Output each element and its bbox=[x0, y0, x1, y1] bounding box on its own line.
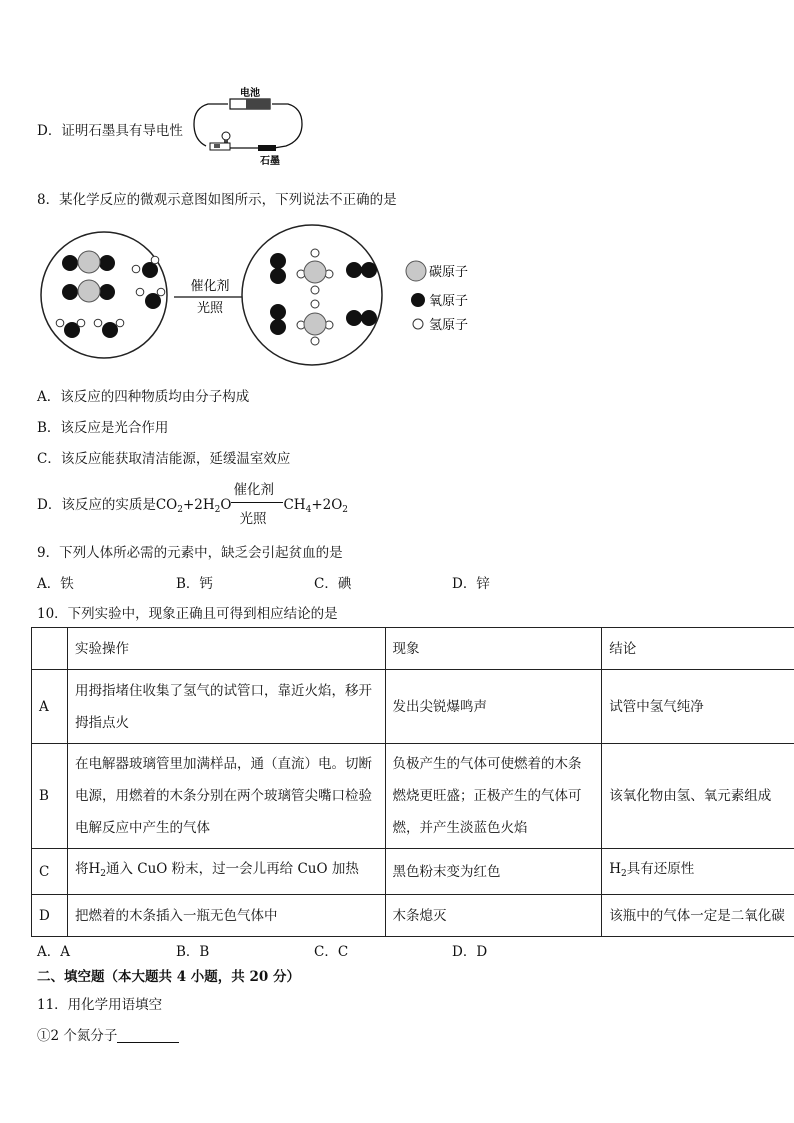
row-conclusion: 试管中氢气纯净 bbox=[602, 670, 794, 744]
table-row bbox=[32, 670, 794, 744]
q9-option-d: D．锌 bbox=[452, 576, 490, 592]
battery-label: 电池 bbox=[240, 88, 260, 99]
q9-option-a: A．铁 bbox=[37, 576, 74, 592]
row-label: C bbox=[32, 849, 68, 895]
table-header-cell: 结论 bbox=[602, 628, 794, 670]
row-conclusion: $H_2$具有还原性 bbox=[602, 849, 794, 895]
q11-item-1: ①2 个氮分子 bbox=[37, 1024, 179, 1044]
legend-carbon: 碳原子 bbox=[429, 265, 469, 280]
graphite-rod-icon bbox=[258, 145, 276, 151]
q8-option-d: D．该反应的实质是$CO_2+2H_2O$ 催化剂 光照 $CH_4+2O_2$ bbox=[37, 482, 349, 527]
row-label: D bbox=[32, 895, 68, 937]
section-title: 二、填空题（本大题共 4 小题，共 20 分） bbox=[37, 969, 300, 985]
row-phenomenon: 发出尖锐爆鸣声 bbox=[385, 670, 602, 744]
table-header-cell bbox=[32, 628, 68, 670]
arrow-label-light: 光照 bbox=[196, 301, 224, 316]
circuit-diagram bbox=[188, 86, 308, 168]
legend bbox=[406, 261, 468, 333]
q8-option-c: C．该反应能获取清洁能源，延缓温室效应 bbox=[37, 451, 291, 467]
bulb-icon bbox=[210, 132, 230, 150]
table-header-cell: 实验操作 bbox=[67, 628, 385, 670]
row-operation: 在电解器玻璃管里加满样品，通（直流）电。切断电源，用燃着的木条分别在两个玻璃管尖嘴口检验电解反应中产生的气体 bbox=[67, 744, 385, 849]
legend-oxygen: 氧原子 bbox=[429, 294, 469, 309]
table-row bbox=[32, 744, 794, 849]
circuit-wire bbox=[272, 104, 302, 148]
q11-stem: 11．用化学用语填空 bbox=[37, 997, 163, 1013]
circuit-wire bbox=[194, 104, 228, 146]
graphite-label: 石墨 bbox=[260, 156, 280, 167]
q8-option-b: B．该反应是光合作用 bbox=[37, 420, 169, 436]
q9-option-b: B．钙 bbox=[176, 576, 213, 592]
q9-option-c: C．碘 bbox=[314, 576, 352, 592]
table-row bbox=[32, 895, 794, 937]
row-label: B bbox=[32, 744, 68, 849]
row-operation: 把燃着的木条插入一瓶无色气体中 bbox=[67, 895, 385, 937]
reaction-micro-diagram bbox=[38, 220, 478, 370]
q7-option-d: D．证明石墨具有导电性 bbox=[37, 123, 183, 139]
q9-stem: 9．下列人体所必需的元素中，缺乏会引起贫血的是 bbox=[37, 545, 343, 561]
row-label: A bbox=[32, 670, 68, 744]
row-phenomenon: 负极产生的气体可使燃着的木条燃烧更旺盛；正极产生的气体可燃，并产生淡蓝色火焰 bbox=[385, 744, 602, 849]
row-operation: 用拇指堵住收集了氢气的试管口，靠近火焰，移开拇指点火 bbox=[67, 670, 385, 744]
table-header-row bbox=[32, 628, 794, 670]
legend-hydrogen: 氢原子 bbox=[429, 318, 469, 333]
q10-option-a: A．A bbox=[37, 944, 70, 960]
q8-stem: 8．某化学反应的微观示意图如图所示，下列说法不正确的是 bbox=[37, 192, 397, 208]
answer-blank[interactable] bbox=[117, 1028, 179, 1043]
q10-stem: 10．下列实验中，现象正确且可得到相应结论的是 bbox=[37, 606, 338, 622]
q10-option-b: B．B bbox=[176, 944, 210, 960]
row-conclusion: 该氧化物由氢、氧元素组成 bbox=[602, 744, 794, 849]
q10-option-d: D．D bbox=[452, 944, 488, 960]
row-phenomenon: 黑色粉末变为红色 bbox=[385, 849, 602, 895]
q9-options bbox=[37, 572, 597, 592]
table-row bbox=[32, 849, 794, 895]
arrow-label-catalyst: 催化剂 bbox=[190, 279, 230, 294]
oxygen-atom-icon bbox=[411, 293, 425, 307]
q8-option-a: A．该反应的四种物质均由分子构成 bbox=[37, 389, 250, 405]
reaction-condition: 催化剂 光照 bbox=[231, 495, 283, 509]
q10-options bbox=[37, 940, 597, 960]
carbon-atom-icon bbox=[406, 261, 426, 281]
q10-option-c: C．C bbox=[314, 944, 349, 960]
row-phenomenon: 木条熄灭 bbox=[385, 895, 602, 937]
experiment-table bbox=[31, 627, 794, 937]
row-conclusion: 该瓶中的气体一定是二氧化碳 bbox=[602, 895, 794, 937]
row-operation: 将$H_2$通入 CuO 粉末，过一会儿再给 CuO 加热 bbox=[67, 849, 385, 895]
hydrogen-atom-icon bbox=[413, 319, 423, 329]
table-header-cell: 现象 bbox=[385, 628, 602, 670]
